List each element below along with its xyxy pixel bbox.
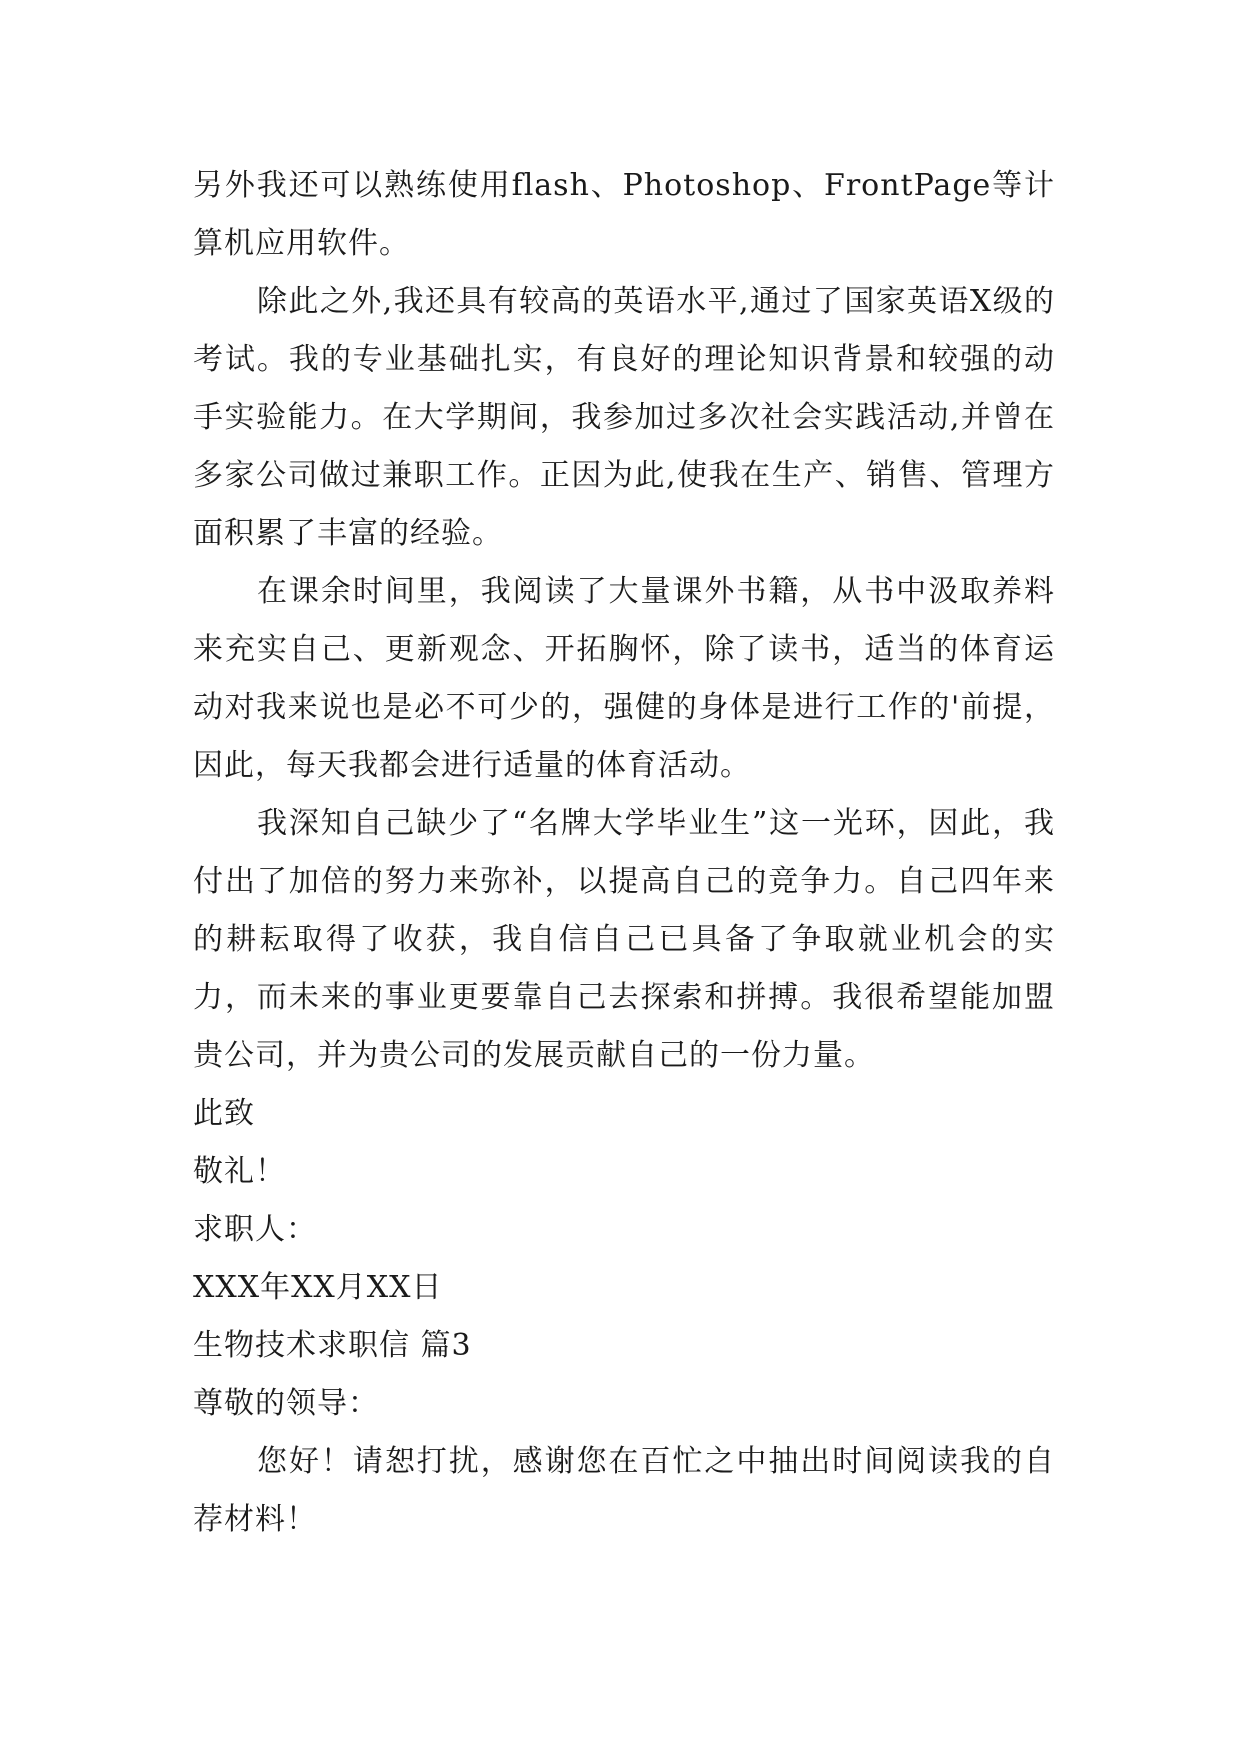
paragraph-software-skills: 另外我还可以熟练使用flash、Photoshop、FrontPage等计算机应用软件。 bbox=[193, 168, 1055, 261]
paragraph-english-and-experience: 除此之外,我还具有较高的英语水平,通过了国家英语X级的考试。我的专业基础扎实，有良好的理论知识背景和较强的动手实验能力。在大学期间，我参加过多次社会实践活动,并曾在多家公司做过兼职工作。正因为此,使我在生产、销售、管理方面积累了丰富的经验。 bbox=[193, 284, 1055, 551]
document-body bbox=[193, 157, 1055, 1549]
closing-regards-1: 此致 bbox=[193, 1096, 255, 1131]
paragraph-effort-and-goal: 我深知自己缺少了“名牌大学毕业生”这一光环，因此，我付出了加倍的努力来弥补，以提高自己的竞争力。自己四年来的耕耘取得了收获，我自信自己已具备了争取就业机会的实力，而未来的事业更要靠自己去探索和拼搏。我很希望能加盟贵公司，并为贵公司的发展贡献自己的一份力量。 bbox=[193, 806, 1055, 1073]
salutation: 尊敬的领导： bbox=[193, 1386, 379, 1421]
closing-regards-2: 敬礼！ bbox=[193, 1154, 286, 1189]
letter-date: XXX年XX月XX日 bbox=[193, 1270, 443, 1305]
applicant-signature-label: 求职人： bbox=[193, 1212, 317, 1247]
section-title: 生物技术求职信 篇3 bbox=[193, 1328, 472, 1363]
paragraph-reading-and-sports: 在课余时间里，我阅读了大量课外书籍，从书中汲取养料来充实自己、更新观念、开拓胸怀，除了读书，适当的体育运动对我来说也是必不可少的，强健的身体是进行工作的'前提，因此，每天我都会进行适量的体育活动。 bbox=[193, 574, 1055, 783]
opening-paragraph: 您好！请恕打扰，感谢您在百忙之中抽出时间阅读我的自荐材料！ bbox=[193, 1444, 1055, 1537]
